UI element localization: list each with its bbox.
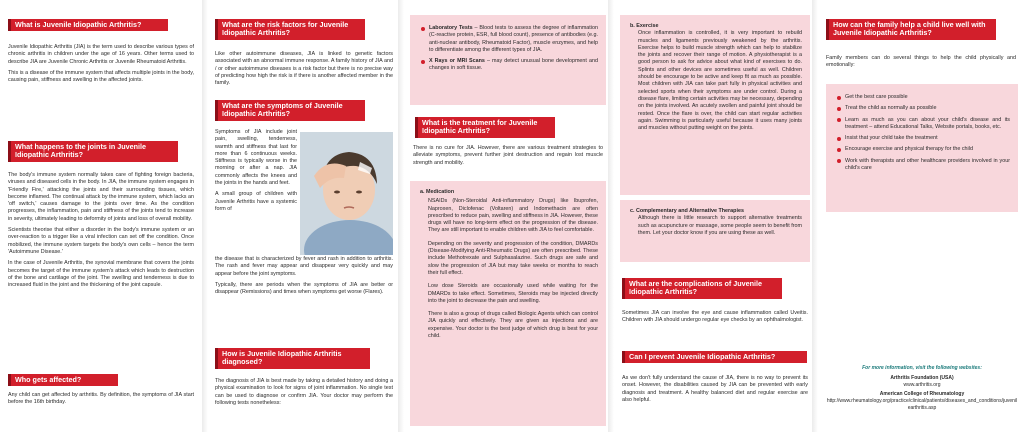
heading-joints: What happens to the joints in Juvenile Idiopathic Arthritis? [8, 141, 178, 162]
org-name: American College of Rheumatology [879, 391, 965, 398]
medication-content [410, 181, 606, 340]
heading-family-help: How can the family help a child live well with Juvenile Idiopathic Arthritis? [826, 19, 996, 40]
family-tips-list [826, 84, 1018, 172]
col2-diagnosis [215, 378, 393, 411]
paragraph: Any child can get affected by arthritis. By definition, the symptoms of JIA start before the 16th birthday. [8, 392, 194, 406]
fold-line [608, 0, 614, 432]
paragraph: Like other autoimmune diseases, JIA is linked to genetic factors associated with an abnormal immune response. A family history of JIA and / or other autoimmune diseases is a risk factor but there is no precise way of predicting how high the risk is if there is another affected member in the family. [215, 51, 393, 87]
paragraph: Typically, there are periods when the symptoms of JIA are better or disappear (Remissions) and times when symptoms get worse (Flares). [215, 281, 393, 296]
medication-box [410, 181, 606, 426]
list-item: Learn as much as you can about your child's disease and its treatment – attend Educational Talks, Website portals, books, etc. [836, 117, 1010, 132]
exercise-content [620, 15, 810, 132]
therapies-content [620, 200, 810, 237]
heading-risk-factors: What are the risk factors for Juvenile Idiopathic Arthritis? [215, 19, 365, 40]
therapies-box [620, 200, 810, 262]
paragraph: In the case of Juvenile Arthritis, the synovial membrane that covers the joints becomes the target of the immune system's attack which leads to destruction of the bone and cartilage of the joint. The swelling and tenderness is due to increased fluid in the joint and the thickening of the joint capsule. [8, 260, 194, 289]
heading-complications: What are the complications of Juvenile Idiopathic Arthritis? [622, 278, 782, 299]
item-label: X Rays or MRI Scans [429, 58, 485, 65]
col1-intro [8, 44, 194, 88]
col2-risk [215, 51, 393, 91]
sick-child-illustration [300, 132, 393, 255]
paragraph: The diagnosis of JIA is best made by taking a detailed history and doing a physical examination to look for signs of joint inflammation. No single test can be used to diagnose or confirm JIA. Your doctor may perform the following tests nonetheless: [215, 378, 393, 406]
list-item: Insist that your child take the treatment [836, 135, 1010, 142]
exercise-box [620, 15, 810, 195]
col3-treatment [413, 145, 603, 171]
list-item: Treat the child as normally as possible [836, 105, 1010, 112]
paragraph: There is also a group of drugs called Biologic Agents which can control JIA quickly and effectively. They are given as injections and are expensive. Your doctor is the best judge of which drug is best for your child. [428, 311, 598, 340]
item-label: Laboratory Tests [429, 25, 473, 31]
org-name: Arthritis Foundation (USA) [890, 374, 954, 381]
tests-list [410, 15, 606, 73]
paragraph: Juvenile Idiopathic Arthritis (JIA) is the term used to describe various types of chronic arthritis in children under the age of 16 years. Other terms used to describe JIA are Juvenile Chronic Arthritis or Juvenile Rheumatoid Arthritis. [8, 44, 194, 65]
fold-line [812, 0, 818, 432]
paragraph: As we don't fully understand the cause of JIA, there is no way to prevent its onset. However, the disabilities caused by JIA can be prevented with early diagnosis and treatment. A healthy balanced diet and regular exercise are also helpful. [622, 375, 808, 403]
paragraph: Low dose Steroids are occasionally used while waiting for the DMARDs to take effect. Sometimes, Steroids may be injected directly into the joint to decrease the pain and swelling. [428, 283, 598, 304]
list-item [420, 25, 598, 54]
paragraph: Although there is little research to support alternative treatments such as acupuncture or massage, some people seem to benefit from them. Let your doctor know if you are using these as well. [638, 215, 802, 236]
col1-body [8, 172, 194, 293]
col1-who [8, 392, 194, 411]
fold-line [202, 0, 208, 432]
paragraph: Sometimes JIA can involve the eye and cause inflammation called Uveitis. Children with JIA should undergo regular eye checks by an ophthalmologist. [622, 310, 808, 324]
exercise-label: b. Exercise [630, 23, 659, 29]
list-item: Get the best care possible [836, 94, 1010, 101]
heading-diagnosed: How is Juvenile Idiopathic Arthritis diagnosed? [215, 348, 370, 369]
child-photo [300, 132, 393, 255]
website-link[interactable]: http://www.rheumatology.org/practice/clinical/patients/diseases_and_conditions/juvenilearthritis.asp [826, 398, 1018, 411]
websites-heading: For more information, visit the following websites: [862, 365, 982, 371]
therapies-label: c. Complementary and Alternative Therapies [630, 208, 744, 214]
paragraph: Family members can do several things to help the child physically and emotionally: [826, 55, 1016, 69]
paragraph: This is a disease of the immune system that affects multiple joints in the body, causing pain, stiffness and swelling in the affected joints. [8, 69, 194, 84]
paragraph: Once inflammation is controlled, it is very important to rebuild muscles and ligaments previously weakened by the arthritis. Exercise helps to build muscle strength which can help to stabilize the joints and recover their range of motion. A physiotherapist is a good person to ask for advice about what kind of exercises to do. Splints and other devices are sometimes useful as well. Children should be encourage to be active and keep fit as much as possible. Most children with JIA can take part fully in physical activities and selected sports when their symptoms are under control. During a disease flare, limiting certain activities may be necessary, depending on the joints involved. An acutely swollen and painful joint should be rested. Once the flare is over, the child can start regular activities again. Swimming is particularly useful because it uses many joints and muscles without putting weight on the joints. [638, 30, 802, 132]
website-link[interactable]: www.arthritis.org [903, 381, 941, 388]
paragraph: A small group of children with Juvenile Arthritis have a systemic form of [215, 191, 297, 212]
list-item [420, 58, 598, 73]
fold-line [398, 0, 404, 432]
paragraph: There is no cure for JIA. However, there are various treatment strategies to alleviate symptoms, prevent further joint destruction and regain lost muscle strength and mobility. [413, 145, 603, 166]
col2-symptoms-cont [215, 256, 393, 300]
paragraph: the disease that is characterized by fever and rash in addition to arthritis. The rash and fever may appear and disappear very quickly and may appear before the joint symptoms. [215, 256, 393, 277]
list-item: Work with therapists and other healthcare providers involved in your child's care [836, 158, 1010, 173]
heading-treatment: What is the treatment for Juvenile Idiopathic Arthritis? [415, 117, 555, 138]
family-tips-box [826, 84, 1018, 212]
medication-label: a. Medication [420, 189, 455, 195]
col4-prevent [622, 375, 808, 408]
tests-box [410, 15, 606, 105]
col2-symptoms [215, 129, 297, 213]
heading-symptoms: What are the symptoms of Juvenile Idiopathic Arthritis? [215, 100, 365, 121]
paragraph: Symptoms of JIA include joint pain, swelling, tenderness, warmth and stiffness that last for more than 6 continuous weeks. Stiffness is typically worse in the morning or after a nap. JIA commonly affects the knees and the joints in the hands and feet. [215, 129, 297, 187]
col4-complications [622, 310, 808, 329]
heading-prevent: Can I prevent Juvenile Idiopathic Arthritis? [622, 351, 807, 363]
item-text: – Blood tests to assess the degree of inflammation (C-reactive protein, ESR, full blood count), presence of antibodies (e.g. anti-nuclear antibody, Rheumatoid Factor), muscle enzymes, and help to differentiate among the different types of JIA. [429, 25, 599, 53]
col5-intro [826, 55, 1016, 74]
paragraph: Depending on the severity and progression of the condition, DMARDs (Disease-Modifying Anti-Rheumatic Drugs) are often prescribed. These include Methotrexate and Sulphasalazine. Such drugs are safe and slow the progression of JIA but may take weeks or months to reach their full effect. [428, 240, 598, 276]
paragraph: Scientists theorise that either a disorder in the body's immune system or an over-reaction to a trigger like a viral infection can set off the condition. Once mobilized, the immune system targets the body's own cells – hence the term 'Autoimmune Disease.' [8, 227, 194, 255]
list-item: Encourage exercise and physical therapy for the child [836, 146, 1010, 153]
paragraph: NSAIDs (Non-Steroidal Anti-inflammatory Drugs) like Ibuprofen, Naproxen, Diclofenac (Voltaren) and Indomethacin are often prescribed to reduce pain, swelling and stiffness in JIA. However, these drugs will have no long-term effect on the progression of the disease. They are still important to enable children with JIA to feel comfortable. [428, 198, 598, 234]
item-text: – may detect unusual bone development and changes in soft tissue. [429, 58, 598, 72]
websites-section [826, 365, 1018, 412]
paragraph: The body's immune system normally takes care of fighting foreign bacteria, viruses and diseased cells in the body. In JIA, the immune system engages in 'Friendly Fire,' attacking the joints and their surrounding tissues, which become inflamed. The continual attack by the immune system, which lacks an 'off switch,' causes damage to the joints over time. As the condition progresses, the inflammation, pain and stiffness of the joints tend to increase in severity, ultimately leading to deformity of joints and loss of overall mobility. [8, 172, 194, 222]
heading-what-is-jia: What is Juvenile Idiopathic Arthritis? [8, 19, 168, 31]
heading-who-affected: Who gets affected? [8, 374, 118, 386]
